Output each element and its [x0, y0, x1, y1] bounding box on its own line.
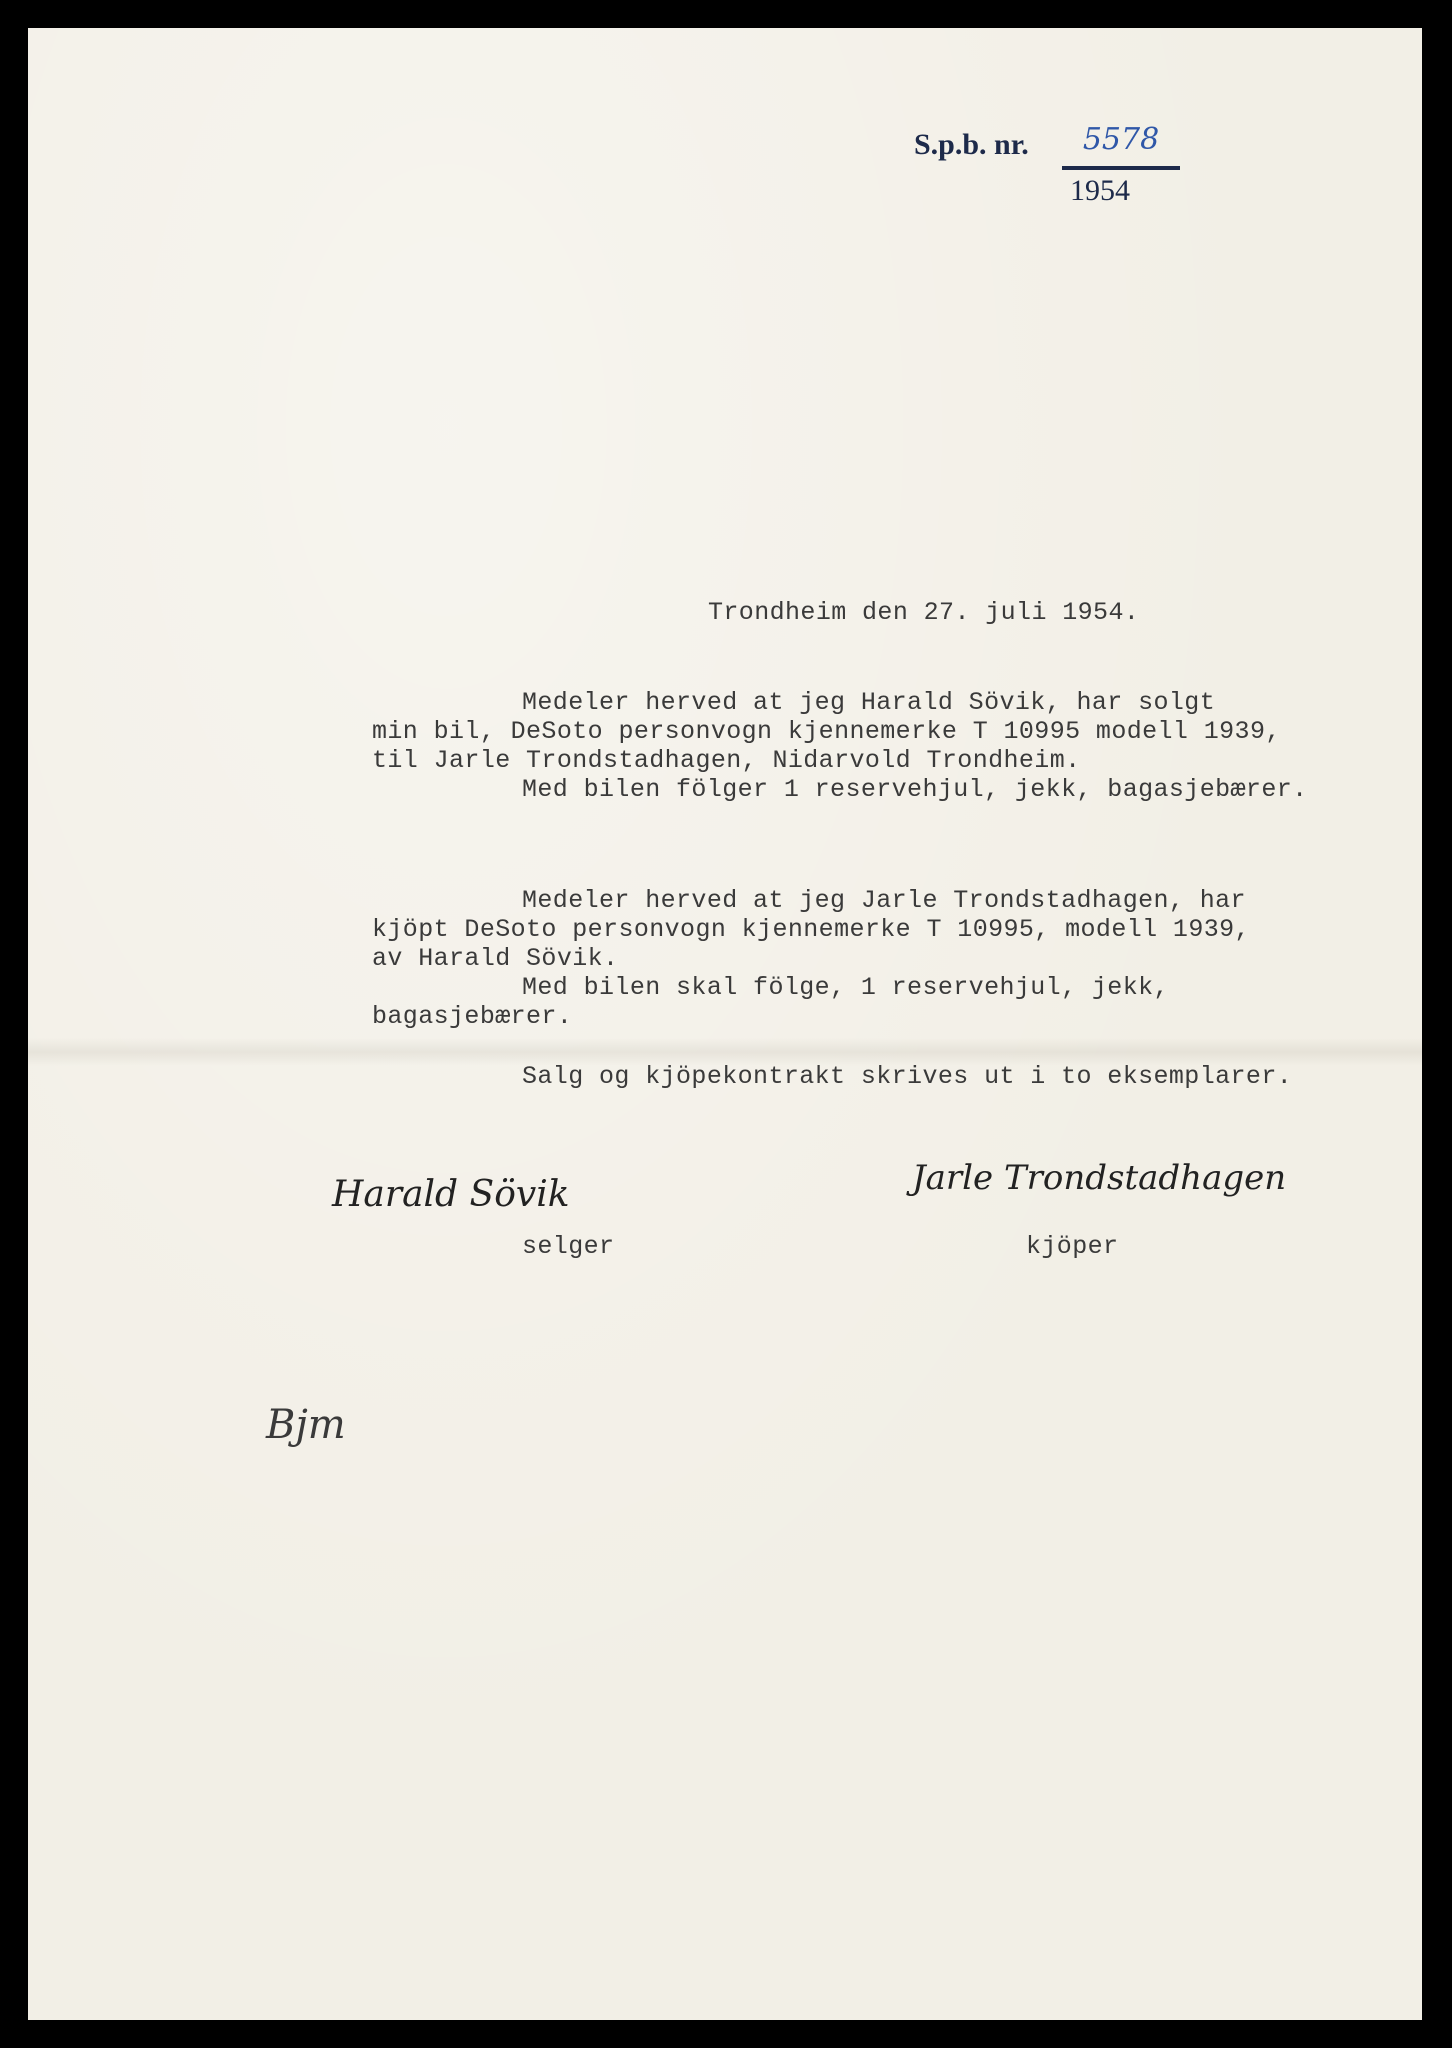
archive-stamp-label: S.p.b. nr. — [914, 128, 1029, 161]
para2-line3: av Harald Sövik. — [372, 944, 619, 973]
document-page — [28, 28, 1422, 2020]
para2-line4: Med bilen skal fölge, 1 reservehjul, jekk, — [522, 973, 1169, 1002]
archive-stamp-number: 5578 — [1082, 122, 1160, 157]
archive-stamp-year: 1954 — [1070, 174, 1130, 207]
buyer-signature: Jarle Trondstadhagen — [912, 1158, 1287, 1198]
date-line: Trondheim den 27. juli 1954. — [708, 598, 1140, 627]
para2-line1: Medeler herved at jeg Jarle Trondstadhagen, har — [522, 886, 1246, 915]
archive-stamp-rule — [1062, 166, 1180, 170]
buyer-label: kjöper — [1026, 1232, 1119, 1261]
para1-line1: Medeler herved at jeg Harald Sövik, har solgt — [522, 688, 1216, 717]
para2-line2: kjöpt DeSoto personvogn kjennemerke T 10995, modell 1939, — [372, 915, 1250, 944]
para1-line3: til Jarle Trondstadhagen, Nidarvold Trondheim. — [372, 746, 1081, 775]
seller-label: selger — [522, 1232, 615, 1261]
para1-line2: min bil, DeSoto personvogn kjennemerke T 10995 modell 1939, — [372, 717, 1281, 746]
para1-line4: Med bilen fölger 1 reservehjul, jekk, bagasjebærer. — [522, 775, 1308, 804]
closing-line: Salg og kjöpekontrakt skrives ut i to eksemplarer. — [522, 1062, 1293, 1091]
seller-signature: Harald Sövik — [332, 1174, 570, 1215]
para2-line5: bagasjebærer. — [372, 1002, 573, 1031]
handwritten-initials: Bjm — [266, 1402, 346, 1448]
